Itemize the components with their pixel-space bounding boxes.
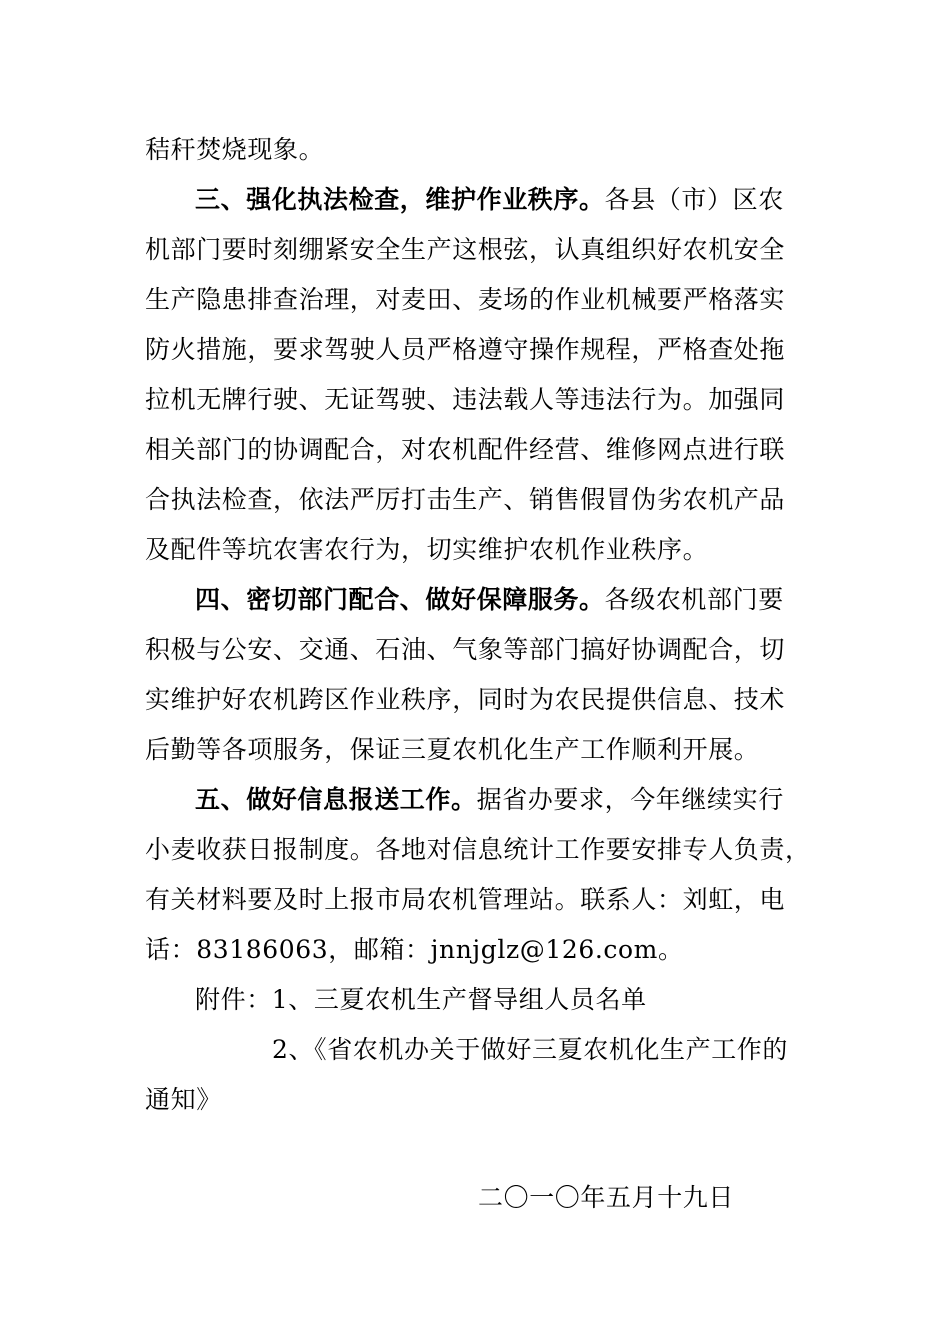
- line-text: 相关部门的协调配合，对农机配件经营、维修网点进行联: [145, 435, 786, 464]
- line-text: 小麦收获日报制度。各地对信息统计工作要安排专人负责，: [145, 835, 811, 864]
- paragraph-line: [145, 885, 785, 915]
- paragraph-line: [145, 335, 785, 365]
- line-text: 拉机无牌行驶、无证驾驶、违法载人等违法行为。加强同: [145, 385, 786, 414]
- attachment-line: [145, 1085, 222, 1115]
- line-text: 积极与公安、交通、石油、气象等部门搞好协调配合，切: [145, 635, 786, 664]
- line-text: 各级农机部门要: [604, 585, 784, 614]
- line-text: 各县（市）区农: [604, 185, 784, 214]
- paragraph-line: [145, 535, 708, 565]
- date-text: 二〇一〇年五月十九日: [478, 1183, 735, 1212]
- line-text: 有关材料要及时上报市局农机管理站。联系人：刘虹，电: [145, 885, 786, 914]
- paragraph-line: [145, 285, 785, 315]
- line-text: 附件：1、三夏农机生产督导组人员名单: [195, 985, 647, 1014]
- section-heading-line: [195, 185, 784, 215]
- paragraph-line: [145, 385, 785, 415]
- line-text: 通知》: [145, 1085, 222, 1114]
- section-heading: 五、做好信息报送工作。: [195, 785, 477, 814]
- line-text: 机部门要时刻绷紧安全生产这根弦，认真组织好农机安全: [145, 235, 786, 264]
- attachment-line: [272, 1035, 788, 1065]
- line-text: 据省办要求，今年继续实行: [476, 785, 784, 814]
- paragraph-line: [145, 685, 785, 715]
- document-date: [478, 1183, 734, 1213]
- line-text: 后勤等各项服务，保证三夏农机化生产工作顺利开展。: [145, 735, 760, 764]
- section-heading: 四、密切部门配合、做好保障服务。: [195, 585, 605, 614]
- section-heading: 三、强化执法检查，维护作业秩序。: [195, 185, 605, 214]
- paragraph-line: [145, 635, 785, 665]
- paragraph-line: [145, 485, 785, 515]
- line-text: 生产隐患排查治理，对麦田、麦场的作业机械要严格落实: [145, 285, 786, 314]
- paragraph-line: [145, 835, 811, 865]
- attachment-line: [195, 985, 647, 1015]
- paragraph-line: [145, 235, 785, 265]
- paragraph-line: [145, 435, 785, 465]
- line-text: 防火措施，要求驾驶人员严格遵守操作规程，严格查处拖: [145, 335, 786, 364]
- section-heading-line: [195, 585, 784, 615]
- line-text: 2、《省农机办关于做好三夏农机化生产工作的: [272, 1035, 789, 1064]
- contact-line: [145, 935, 684, 965]
- section-heading-line: [195, 785, 784, 815]
- line-text: 实维护好农机跨区作业秩序，同时为农民提供信息、技术: [145, 685, 786, 714]
- line-text: 合执法检查，依法严厉打击生产、销售假冒伪劣农机产品: [145, 485, 786, 514]
- paragraph-line: [145, 735, 759, 765]
- line-text: 及配件等坑农害农行为，切实维护农机作业秩序。: [145, 535, 709, 564]
- line-text: 秸秆焚烧现象。: [145, 135, 325, 164]
- line-text: 话：83186063，邮箱：jnnjglz@126.com。: [145, 935, 684, 964]
- paragraph-line: [145, 135, 324, 165]
